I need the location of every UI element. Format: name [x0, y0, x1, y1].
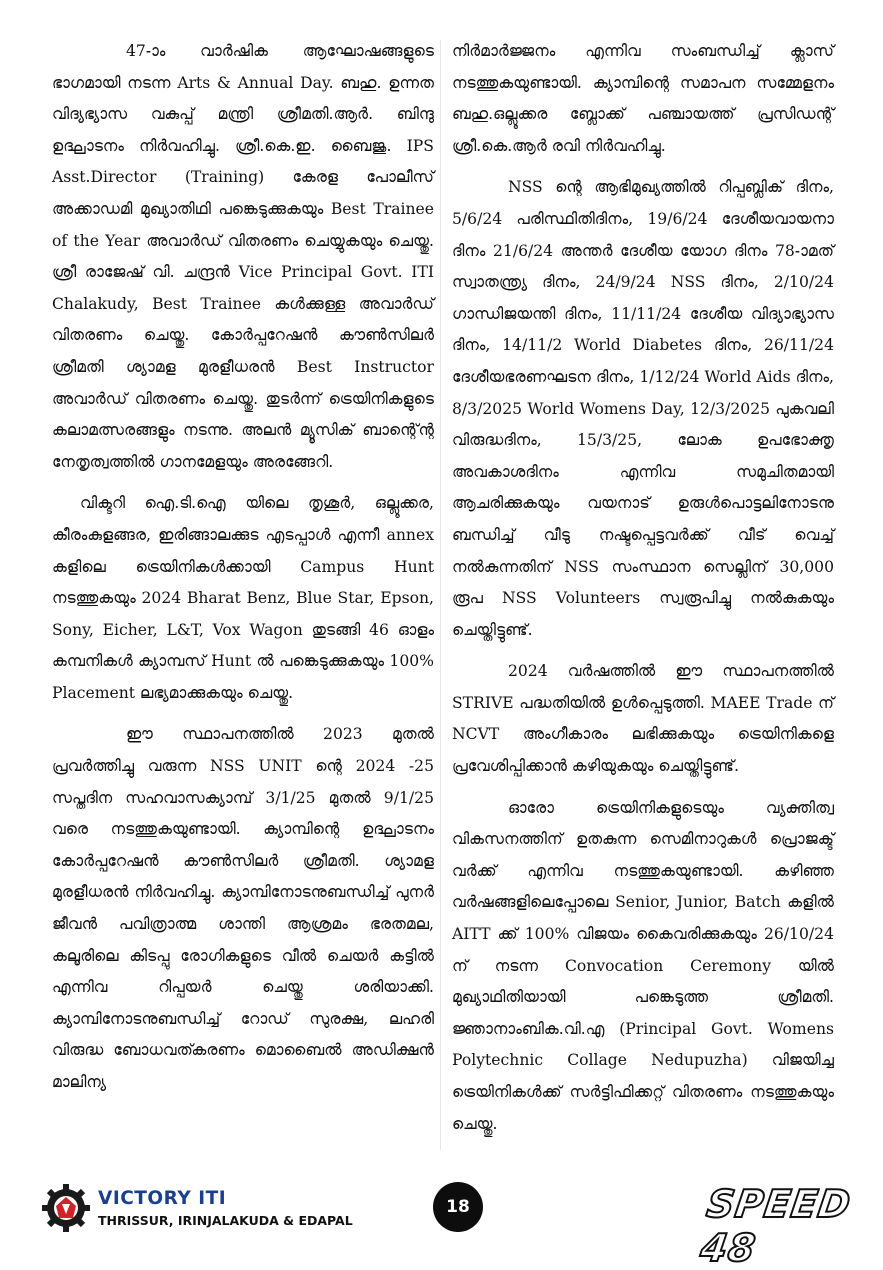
right-column	[452, 36, 834, 1150]
paragraph-campus-hunt: വിക്ടറി ഐ.ടി.ഐ യിലെ തൃശൂർ, ഒല്ലൂക്കര, കീരംകുളങ്ങര, ഇരിങ്ങാലക്കുട എടപ്പാൾ എന്നീ annex കളിലെ ട്രെയിനികൾക്കായി Campus Hunt നടത്തുകയും 2024 Bharat Benz, Blue Star, Epson, Sony, Eicher, L&T, Vox Wagon തുടങ്ങി 46 ഓളം കമ്പനികൾ ക്യാമ്പസ് Hunt ൽ പങ്കെടുക്കുകയും 100% Placement ലഭ്യമാക്കുകയും ചെയ്തു.	[52, 494, 434, 702]
page-number: 18	[433, 1182, 483, 1232]
page-footer	[0, 1180, 883, 1270]
magazine-title: SPEED 48	[697, 1182, 854, 1270]
institute-name: VICTORY ITI	[98, 1188, 227, 1209]
paragraph-seminars: ഓരോ ട്രെയിനികളുടെയും വ്യക്തിത്വ വികസനത്തിന് ഉതകുന്ന സെമിനാറുകൾ പ്രൊജക്ട് വർക്ക് എന്നിവ നടത്തുകയുണ്ടായി. കഴിഞ്ഞ വർഷങ്ങളിലെപ്പോലെ Senior, Junior, Batch കളിൽ AITT ക്ക് 100% വിജയം കൈവരിക്കുകയും 26/10/24 ന് നടന്ന Convocation Ceremony യിൽ മുഖ്യാഥിതിയായി പങ്കെടുത്ത ശ്രീമതി. ജ്ഞാനാംബിക.വി.എ (Principal Govt. Womens Polytechnic Collage Nedupuzha) വിജയിച്ച ട്രെയിനികൾക്ക് സർട്ടിഫിക്കറ്റ് വിതരണം നടത്തുകയും ചെയ്തു.	[452, 798, 834, 1133]
paragraph-strive: 2024 വർഷത്തിൽ ഈ സ്ഥാപനത്തിൽ STRIVE പദ്ധതിയിൽ ഉൾപ്പെടുത്തി. MAEE Trade ന് NCVT അംഗീകാരം ലഭിക്കുകയും ട്രെയിനികളെ പ്രവേശിപ്പിക്കാൻ കഴിയുകയും ചെയ്തിട്ടുണ്ട്.	[452, 662, 834, 776]
column-divider	[440, 40, 441, 1150]
paragraph-nss-days: NSS ന്റെ ആഭിമുഖ്യത്തിൽ റിപ്പബ്ലിക് ദിനം, 5/6/24 പരിസ്ഥിതിദിനം, 19/6/24 ദേശീയവായനാ ദിനം 21/6/24 അന്തർ ദേശീയ യോഗ ദിനം 78-ാമത് സ്വാതന്ത്ര്യ ദിനം, 24/9/24 NSS ദിനം, 2/10/24 ഗാന്ധിജയന്തി ദിനം, 11/11/24 ദേശീയ വിദ്യാഭ്യാസ ദിനം, 14/11/2 World Diabetes ദിനം, 26/11/24 ദേശീയഭരണഘടന ദിനം, 1/12/24 World Aids ദിനം, 8/3/2025 World Womens Day, 12/3/2025 പുകവലി വിരുദ്ധദിനം, 15/3/25, ലോക ഉപഭോക്തൃ അവകാശദിനം എന്നിവ സമുചിതമായി ആചരിക്കുകയും വയനാട് ഉരുൾപൊട്ടലിനോടനു ബന്ധിച്ച് വീടു നഷ്ടപ്പെട്ടവർക്ക് വീട് വെച്ച് നൽകുന്നതിന് NSS സംസ്ഥാന സെല്ലിന് 30,000 രൂപ NSS Volunteers സ്വരൂപിച്ചു നൽകുകയും ചെയ്തിട്ടുണ്ട്.	[452, 178, 834, 639]
paragraph-camp-closing: നിർമാർജ്ജനം എന്നിവ സംബന്ധിച്ച് ക്ലാസ് നടത്തുകയുണ്ടായി. ക്യാമ്പിന്റെ സമാപന സമ്മേളനം ബഹു.ഒല്ലൂക്കര ബ്ലോക്ക് പഞ്ചായത്ത് പ്രസിഡന്റ് ശ്രീ.കെ.ആർ രവി നിർവഹിച്ചു.	[452, 42, 834, 155]
gear-logo-icon	[40, 1182, 92, 1234]
paragraph-annual-day: 47-ാം വാർഷിക ആഘോഷങ്ങളുടെ ഭാഗമായി നടന്ന Arts & Annual Day. ബഹു. ഉന്നത വിദ്യഭ്യാസ വകുപ്പ് മന്ത്രി ശ്രീമതി.ആർ. ബിന്ദു ഉദ്ഘാടനം നിർവഹിച്ചു. ശ്രീ.കെ.ഇ. ബൈജു. IPS Asst.Director (Training) കേരള പോലീസ് അക്കാഡമി മുഖ്യാതിഥി പങ്കെടുക്കുകയും Best Trainee of the Year അവാർഡ് വിതരണം ചെയ്യുകയും ചെയ്തു. ശ്രീ രാജേഷ് വി. ചന്ദ്രൻ Vice Principal Govt. ITI Chalakudy, Best Trainee കൾക്കുള്ള അവാർഡ് വിതരണം ചെയ്തു. കോർപ്പറേഷൻ കൗൺസിലർ ശ്രീമതി ശ്യാമള മുരളീധരൻ Best Instructor അവാർഡ് വിതരണം ചെയ്തു. തുടർന്ന് ട്രെയിനികളുടെ കലാമത്സരങ്ങളും നടന്നു. അലൻ മ്യൂസിക് ബാന്റ്ന്റെ നേതൃത്വത്തിൽ ഗാനമേളയും അരങ്ങേറി.	[52, 42, 434, 471]
left-column	[52, 36, 434, 1109]
paragraph-nss-camp: ഈ സ്ഥാപനത്തിൽ 2023 മുതൽ പ്രവർത്തിച്ചു വരുന്ന NSS UNIT ന്റെ 2024 -25 സപ്തദിന സഹവാസക്യാമ്പ് 3/1/25 മുതൽ 9/1/25 വരെ നടത്തുകയുണ്ടായി. ക്യാമ്പിന്റെ ഉദ്ഘാടനം കോർപ്പറേഷൻ കൗൺസിലർ ശ്രീമതി. ശ്യാമള മുരളീധരൻ നിർവഹിച്ചു. ക്യാമ്പിനോടനുബന്ധിച്ച് പുനർ ജീവൻ പവിത്രാത്മ ശാന്തി ആശ്രമം ഭരതമല, കലൂരിലെ കിടപ്പു രോഗികളുടെ വീൽ ചെയർ കട്ടിൽ എന്നിവ റിപ്പയർ ചെയ്തു ശരിയാക്കി. ക്യാമ്പിനോടനുബന്ധിച്ച് റോഡ് സുരക്ഷ, ലഹരി വിരുദ്ധ ബോധവത്കരണം മൊബൈൽ അഡിക്ഷൻ മാലിന്യ	[52, 725, 434, 1091]
institute-locations: THRISSUR, IRINJALAKUDA & EDAPAL	[98, 1213, 353, 1228]
